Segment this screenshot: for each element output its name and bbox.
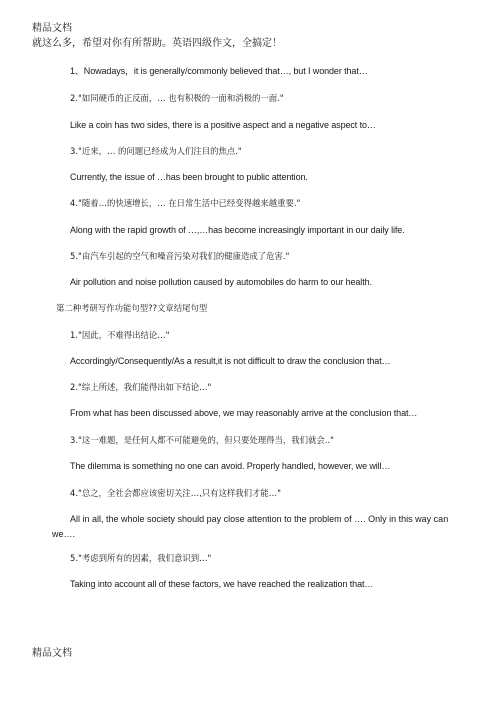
sentence-3-en: Currently, the issue of …has been brought to public attention.: [70, 172, 308, 182]
intro-line: 就这么多，希望对你有所帮助。英语四级作文，全搞定！: [32, 38, 282, 49]
page-footer: 精品文档: [32, 648, 72, 659]
sentence-2-en: Like a coin has two sides, there is a positive aspect and a negative aspect to…: [70, 120, 376, 130]
conclusion-3-cn: 3."这一难题，是任何人都不可能避免的，但只要处理得当，我们就会..": [70, 435, 334, 445]
conclusion-1-cn: 1."因此，不难得出结论…": [70, 330, 170, 340]
section-title: 第二种考研写作功能句型??文章结尾句型: [56, 303, 208, 313]
sentence-5-en: Air pollution and noise pollution caused by automobiles do harm to our health.: [70, 277, 372, 287]
sentence-5-cn: 5."由汽车引起的空气和噪音污染对我们的健康造成了危害.": [70, 251, 290, 261]
conclusion-5-en: Taking into account all of these factors, we have reached the realization that…: [70, 579, 374, 589]
sentence-4-cn: 4."随着…的快速增长，… 在日常生活中已经变得越来越重要.": [70, 198, 301, 208]
sentence-2-cn: 2."如同硬币的正反面，… 也有积极的一面和消极的一面.": [70, 93, 284, 103]
conclusion-2-en: From what has been discussed above, we may reasonably arrive at the conclusion that…: [70, 408, 418, 418]
conclusion-4-en-paragraph: All in all, the whole society should pay close attention to the problem of …. Only in this way can we….: [52, 514, 449, 539]
sentence-1-en: 1、Nowadays，it is generally/commonly believed that…, but I wonder that…: [70, 66, 368, 76]
conclusion-1-en: Accordingly/Consequently/As a result,it is not difficult to draw the conclusion that…: [70, 356, 391, 366]
conclusion-4-cn: 4."总之，全社会都应该密切关注…,只有这样我们才能…": [70, 488, 281, 498]
conclusion-2-cn: 2."综上所述，我们能得出如下结论…": [70, 382, 212, 392]
sentence-3-cn: 3."近来，… 的问题已经成为人们注目的焦点.": [70, 146, 242, 156]
page-header: 精品文档: [32, 23, 72, 34]
sentence-4-en: Along with the rapid growth of …,…has become increasingly important in our daily life.: [70, 225, 405, 235]
conclusion-5-cn: 5."考虑到所有的因素，我们意识到…": [70, 553, 212, 563]
conclusion-3-en: The dilemma is something no one can avoid. Properly handled, however, we will…: [70, 461, 391, 471]
